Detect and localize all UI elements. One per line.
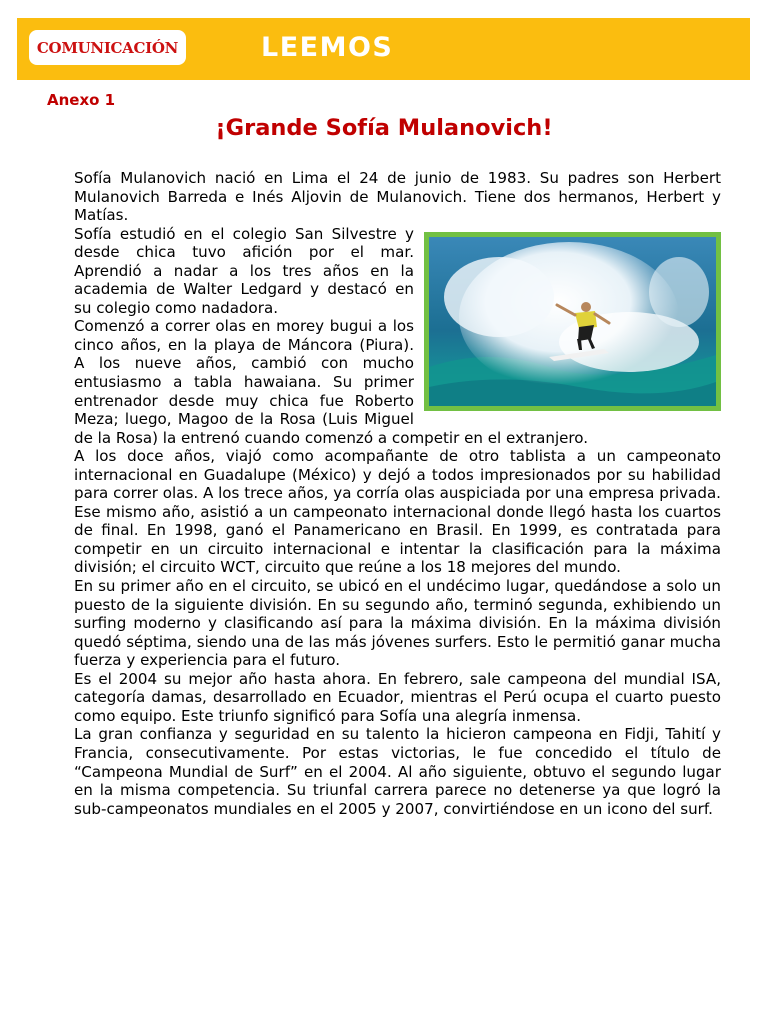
header-banner: [17, 18, 750, 80]
paragraph-6: Es el 2004 su mejor año hasta ahora. En febrero, sale campeona del mundial ISA, categoría damas, desarrollado en Ecuador, mientras el Perú ocupa el cuarto puesto como equipo. Este triunfo significó para Sofía una alegría inmensa.: [74, 669, 721, 725]
subject-badge: COMUNICACIÓN: [29, 30, 186, 65]
paragraph-1: Sofía Mulanovich nació en Lima el 24 de junio de 1983. Su padres son Herbert Mulanovich Barreda e Inés Aljovin de Mulanovich. Tiene dos hermanos, Herbert y Matías.: [74, 169, 721, 225]
paragraph-5: En su primer año en el circuito, se ubicó en el undécimo lugar, quedándose a solo un puesto de la siguiente división. En su segundo año, terminó segunda, exhibiendo un surfing moderno y clasificando así para la máxima división. En la máxima división quedó séptima, siendo una de las más jóvenes surfers. Esto le permitió ganar mucha fuerza y experiencia para el futuro.: [74, 577, 721, 670]
article-title: ¡Grande Sofía Mulanovich!: [215, 115, 553, 141]
paragraph-2: Sofía estudió en el colegio San Silvestre y desde chica tuvo afición por el mar. Aprendió a nadar a los tres años en la academia de Walter Ledgard y destacó en su colegio como nadadora.: [74, 224, 414, 317]
paragraph-3: Comenzó a correr olas en morey bugui a los cinco años, en la playa de Máncora (Piura). A los nueve años, cambió con mucho entusiasmo a tabla hawaiana. Su primer entrenador desde muy chica fue Roberto Meza; luego, Magoo de la Rosa (Luis Miguel de la Rosa) la entrenó cuando comenzó a competir en el extranjero.: [74, 317, 589, 447]
annex-label: Anexo 1: [47, 91, 116, 109]
paragraph-4: A los doce años, viajó como acompañante de otro tablista a un campeonato internacional en Guadalupe (México) y dejó a todos impresionados por su habilidad para correr olas. A los trece años, ya corría olas auspiciada por una empresa privada. Ese mismo año, asistió a un campeonato internacional donde llegó hasta los cuartos de final. En 1998, ganó el Panamericano en Brasil. En 1999, es contratada para competir en un circuito internacional e intentar la clasificación para la máxima división; el circuito WCT, circuito que reúne a los 18 mejores del mundo.: [74, 447, 721, 577]
article-body: [74, 169, 721, 818]
banner-title: LEEMOS: [261, 32, 394, 63]
paragraph-7: La gran confianza y seguridad en su talento la hicieron campeona en Fidji, Tahití y Francia, consecutivamente. Por estas victorias, le fue concedido el título de “Campeona Mundial de Surf” en el 2004. Al año siguiente, obtuvo el segundo lugar en la misma competencia. Su triunfal carrera parece no detenerse ya que logró la sub-campeonatos mundiales en el 2005 y 2007, convirtiéndose en un icono del surf.: [74, 725, 721, 818]
surfer-photo: [424, 232, 721, 411]
